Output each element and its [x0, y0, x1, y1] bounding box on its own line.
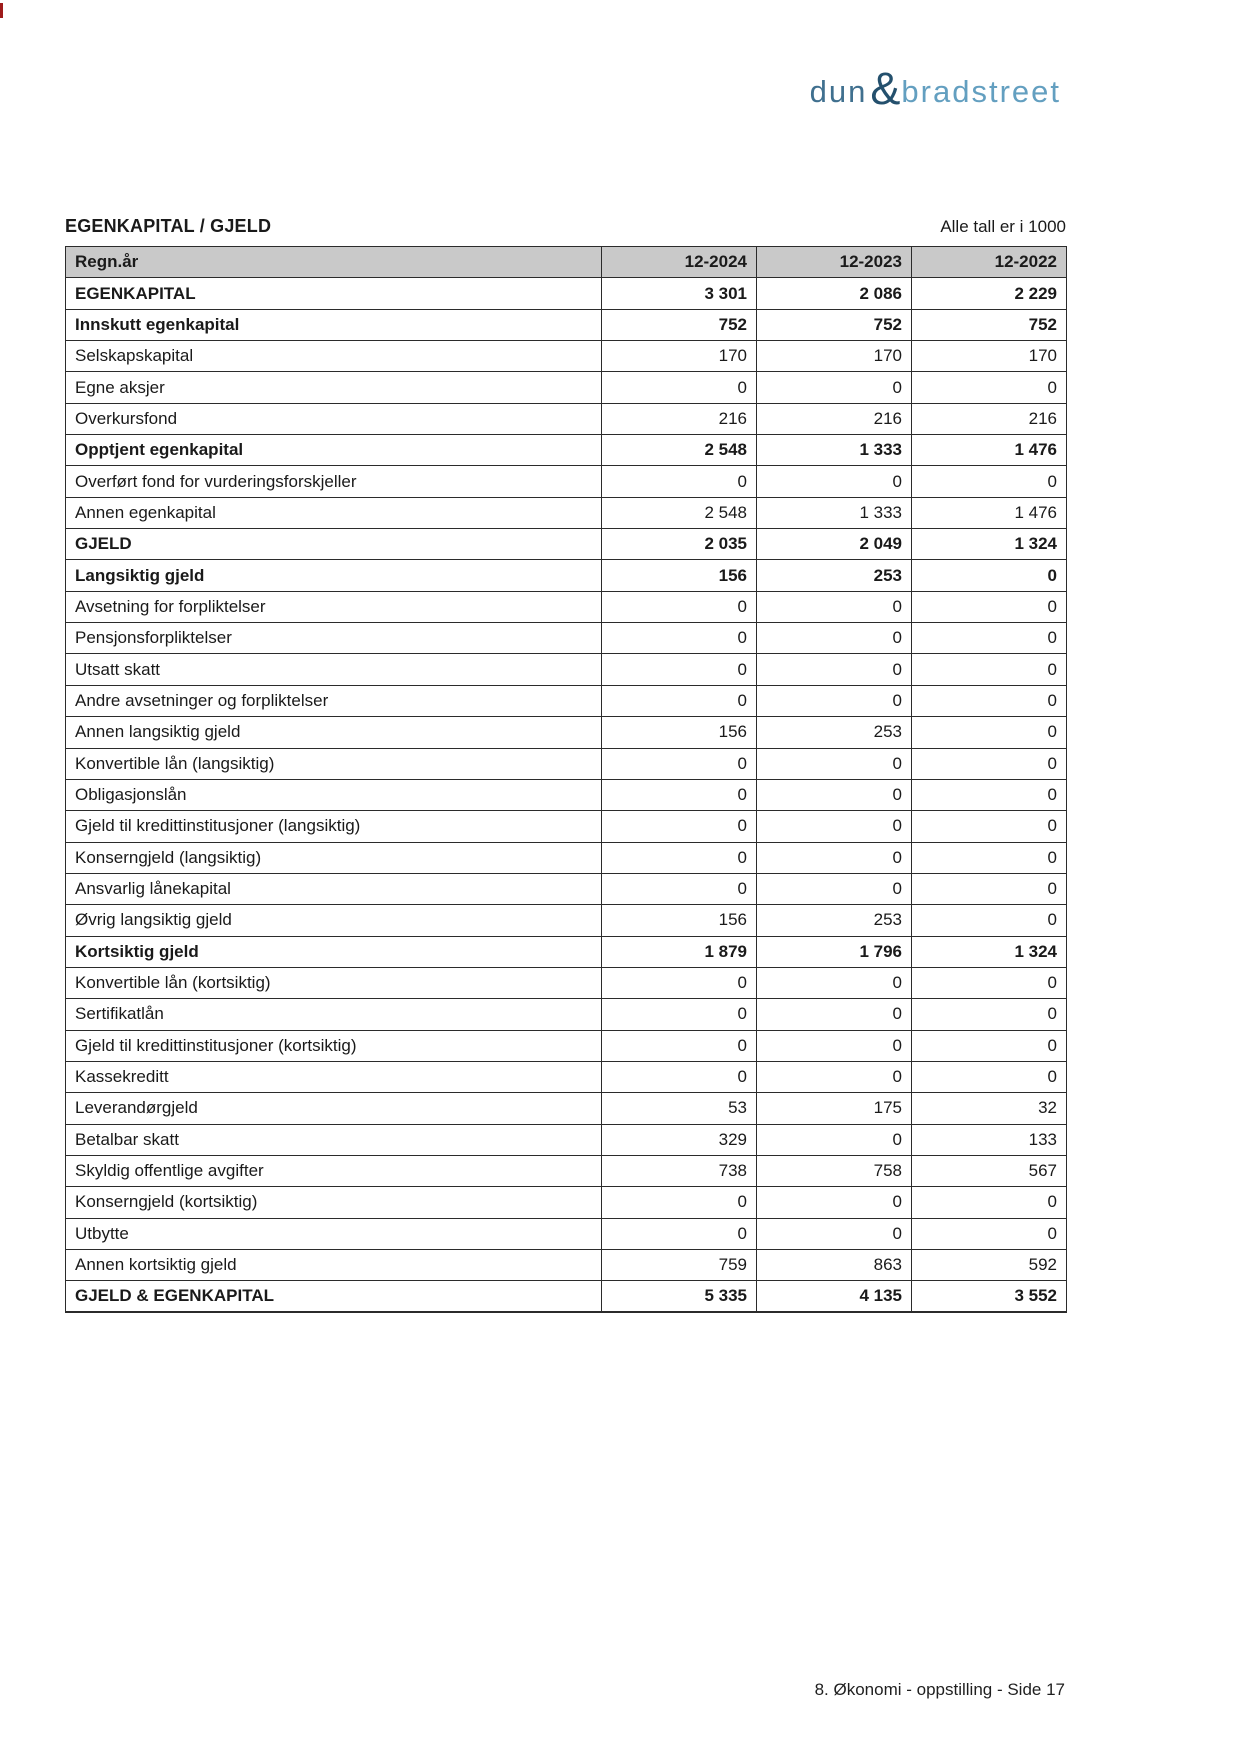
row-value: 758 — [757, 1155, 912, 1186]
row-label: Avsetning for forpliktelser — [66, 591, 602, 622]
row-value: 0 — [602, 811, 757, 842]
row-value: 2 086 — [757, 278, 912, 309]
row-label: Konvertible lån (langsiktig) — [66, 748, 602, 779]
row-value: 133 — [912, 1124, 1067, 1155]
row-value: 0 — [602, 685, 757, 716]
row-value: 0 — [602, 623, 757, 654]
row-label: Gjeld til kredittinstitusjoner (langsiktig) — [66, 811, 602, 842]
row-label: Egne aksjer — [66, 372, 602, 403]
row-value: 752 — [602, 309, 757, 340]
row-value: 175 — [757, 1093, 912, 1124]
row-label: GJELD & EGENKAPITAL — [66, 1281, 602, 1312]
row-value: 0 — [757, 623, 912, 654]
row-value: 0 — [602, 654, 757, 685]
row-value: 0 — [912, 873, 1067, 904]
row-label: Ansvarlig lånekapital — [66, 873, 602, 904]
row-value: 0 — [602, 779, 757, 810]
row-value: 0 — [757, 591, 912, 622]
row-value: 0 — [602, 967, 757, 998]
row-label: Innskutt egenkapital — [66, 309, 602, 340]
table-row — [66, 748, 1067, 779]
row-value: 0 — [757, 748, 912, 779]
row-value: 0 — [757, 967, 912, 998]
row-value: 0 — [757, 779, 912, 810]
row-value: 1 324 — [912, 529, 1067, 560]
row-label: Konvertible lån (kortsiktig) — [66, 967, 602, 998]
table-row — [66, 278, 1067, 309]
row-value: 0 — [757, 1030, 912, 1061]
row-value: 0 — [912, 623, 1067, 654]
row-label: Utsatt skatt — [66, 654, 602, 685]
row-value: 253 — [757, 717, 912, 748]
table-row — [66, 1124, 1067, 1155]
column-header-regnaar: Regn.år — [66, 247, 602, 278]
row-value: 0 — [602, 591, 757, 622]
row-value: 0 — [912, 967, 1067, 998]
table-row — [66, 717, 1067, 748]
row-value: 759 — [602, 1250, 757, 1281]
table-row — [66, 936, 1067, 967]
row-value: 0 — [912, 1030, 1067, 1061]
table-header-row — [66, 247, 1067, 278]
row-value: 0 — [757, 466, 912, 497]
table-row — [66, 967, 1067, 998]
table-row — [66, 560, 1067, 591]
row-value: 752 — [912, 309, 1067, 340]
table-row — [66, 811, 1067, 842]
row-value: 32 — [912, 1093, 1067, 1124]
row-value: 156 — [602, 560, 757, 591]
row-value: 0 — [602, 842, 757, 873]
row-value: 3 301 — [602, 278, 757, 309]
row-value: 0 — [912, 372, 1067, 403]
table-row — [66, 1030, 1067, 1061]
unit-note: Alle tall er i 1000 — [940, 217, 1066, 236]
row-label: Langsiktig gjeld — [66, 560, 602, 591]
row-value: 2 035 — [602, 529, 757, 560]
row-label: Andre avsetninger og forpliktelser — [66, 685, 602, 716]
row-value: 0 — [757, 685, 912, 716]
row-value: 0 — [602, 999, 757, 1030]
row-label: Leverandørgjeld — [66, 1093, 602, 1124]
table-row — [66, 999, 1067, 1030]
row-label: Kassekreditt — [66, 1061, 602, 1092]
column-header-12-2024: 12-2024 — [602, 247, 757, 278]
row-value: 2 049 — [757, 529, 912, 560]
row-label: Pensjonsforpliktelser — [66, 623, 602, 654]
row-value: 2 548 — [602, 497, 757, 528]
table-row — [66, 372, 1067, 403]
row-value: 0 — [757, 811, 912, 842]
row-value: 1 333 — [757, 497, 912, 528]
row-value: 0 — [912, 1061, 1067, 1092]
logo-text-dun: dun — [809, 74, 868, 109]
table-row — [66, 1218, 1067, 1249]
table-row — [66, 873, 1067, 904]
table-row — [66, 309, 1067, 340]
row-value: 156 — [602, 717, 757, 748]
row-value: 1 324 — [912, 936, 1067, 967]
row-label: Utbytte — [66, 1218, 602, 1249]
row-value: 170 — [602, 341, 757, 372]
row-label: Opptjent egenkapital — [66, 435, 602, 466]
row-value: 0 — [757, 372, 912, 403]
row-value: 3 552 — [912, 1281, 1067, 1312]
row-value: 170 — [757, 341, 912, 372]
row-value: 156 — [602, 905, 757, 936]
row-value: 0 — [602, 372, 757, 403]
row-value: 0 — [757, 999, 912, 1030]
table-row — [66, 435, 1067, 466]
row-value: 1 333 — [757, 435, 912, 466]
row-value: 0 — [602, 1187, 757, 1218]
row-value: 2 548 — [602, 435, 757, 466]
table-row — [66, 842, 1067, 873]
row-label: Øvrig langsiktig gjeld — [66, 905, 602, 936]
row-value: 53 — [602, 1093, 757, 1124]
row-label: Gjeld til kredittinstitusjoner (kortsiktig) — [66, 1030, 602, 1061]
table-row — [66, 1250, 1067, 1281]
table-row — [66, 591, 1067, 622]
row-label: Konserngjeld (langsiktig) — [66, 842, 602, 873]
table-row — [66, 1155, 1067, 1186]
row-label: GJELD — [66, 529, 602, 560]
column-header-12-2022: 12-2022 — [912, 247, 1067, 278]
row-value: 0 — [757, 1061, 912, 1092]
table-row — [66, 1281, 1067, 1312]
row-value: 0 — [912, 717, 1067, 748]
row-value: 253 — [757, 905, 912, 936]
row-value: 0 — [757, 842, 912, 873]
row-value: 1 879 — [602, 936, 757, 967]
row-label: Overkursfond — [66, 403, 602, 434]
table-row — [66, 623, 1067, 654]
row-value: 0 — [912, 779, 1067, 810]
dun-bradstreet-logo — [809, 63, 1061, 117]
row-value: 0 — [912, 842, 1067, 873]
row-value: 0 — [912, 1218, 1067, 1249]
row-value: 0 — [602, 1218, 757, 1249]
row-value: 0 — [912, 905, 1067, 936]
row-value: 0 — [757, 654, 912, 685]
table-row — [66, 1061, 1067, 1092]
row-value: 0 — [757, 873, 912, 904]
row-value: 0 — [602, 1061, 757, 1092]
row-value: 0 — [757, 1187, 912, 1218]
row-label: Overført fond for vurderingsforskjeller — [66, 466, 602, 497]
row-label: EGENKAPITAL — [66, 278, 602, 309]
row-value: 0 — [912, 466, 1067, 497]
table-row — [66, 1187, 1067, 1218]
row-value: 1 476 — [912, 435, 1067, 466]
row-label: Sertifikatlån — [66, 999, 602, 1030]
row-label: Annen kortsiktig gjeld — [66, 1250, 602, 1281]
row-value: 0 — [912, 811, 1067, 842]
row-label: Skyldig offentlige avgifter — [66, 1155, 602, 1186]
row-label: Konserngjeld (kortsiktig) — [66, 1187, 602, 1218]
row-value: 5 335 — [602, 1281, 757, 1312]
row-value: 4 135 — [757, 1281, 912, 1312]
row-value: 216 — [757, 403, 912, 434]
row-value: 1 476 — [912, 497, 1067, 528]
page-footer: 8. Økonomi - oppstilling - Side 17 — [814, 1680, 1065, 1699]
left-edge-mark — [0, 3, 3, 18]
row-value: 2 229 — [912, 278, 1067, 309]
table-row — [66, 497, 1067, 528]
report-content — [65, 216, 1066, 1313]
row-value: 738 — [602, 1155, 757, 1186]
row-value: 863 — [757, 1250, 912, 1281]
row-value: 0 — [912, 685, 1067, 716]
title-row — [65, 216, 1066, 237]
table-row — [66, 905, 1067, 936]
row-label: Obligasjonslån — [66, 779, 602, 810]
row-value: 0 — [602, 748, 757, 779]
row-value: 0 — [912, 748, 1067, 779]
table-row — [66, 529, 1067, 560]
row-label: Selskapskapital — [66, 341, 602, 372]
row-label: Betalbar skatt — [66, 1124, 602, 1155]
table-row — [66, 654, 1067, 685]
table-row — [66, 1093, 1067, 1124]
row-value: 329 — [602, 1124, 757, 1155]
row-value: 0 — [602, 873, 757, 904]
page-title: EGENKAPITAL / GJELD — [65, 216, 272, 236]
row-value: 0 — [757, 1218, 912, 1249]
column-header-12-2023: 12-2023 — [757, 247, 912, 278]
row-value: 216 — [912, 403, 1067, 434]
row-value: 592 — [912, 1250, 1067, 1281]
row-label: Annen langsiktig gjeld — [66, 717, 602, 748]
row-value: 0 — [912, 560, 1067, 591]
row-value: 752 — [757, 309, 912, 340]
row-value: 0 — [602, 466, 757, 497]
table-row — [66, 779, 1067, 810]
logo-ampersand-icon: & — [870, 63, 901, 114]
row-value: 1 796 — [757, 936, 912, 967]
balance-sheet-table — [65, 246, 1067, 1313]
row-label: Kortsiktig gjeld — [66, 936, 602, 967]
row-value: 0 — [912, 591, 1067, 622]
row-value: 0 — [912, 999, 1067, 1030]
row-value: 0 — [912, 1187, 1067, 1218]
table-row — [66, 403, 1067, 434]
row-value: 0 — [757, 1124, 912, 1155]
row-value: 216 — [602, 403, 757, 434]
table-row — [66, 466, 1067, 497]
table-row — [66, 341, 1067, 372]
logo-text-bradstreet: bradstreet — [901, 74, 1061, 109]
row-label: Annen egenkapital — [66, 497, 602, 528]
row-value: 253 — [757, 560, 912, 591]
row-value: 0 — [912, 654, 1067, 685]
row-value: 170 — [912, 341, 1067, 372]
row-value: 0 — [602, 1030, 757, 1061]
row-value: 567 — [912, 1155, 1067, 1186]
table-row — [66, 685, 1067, 716]
